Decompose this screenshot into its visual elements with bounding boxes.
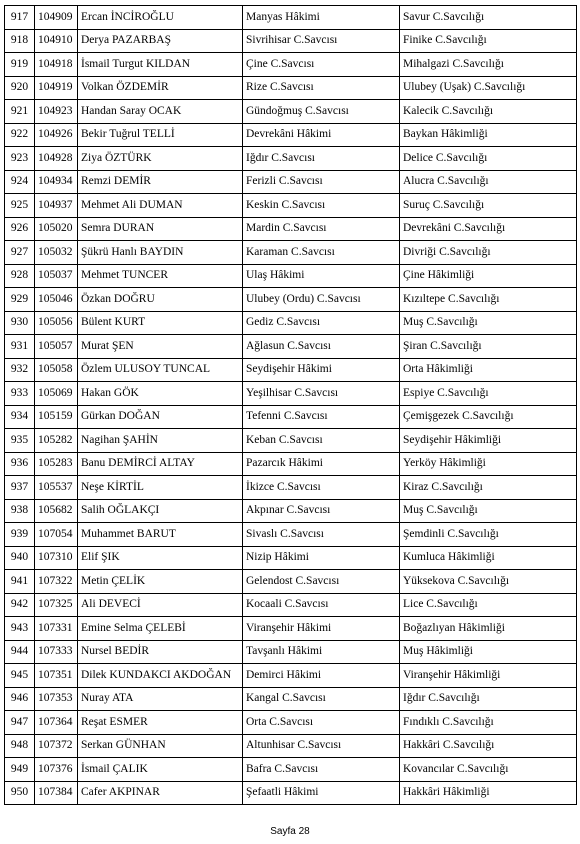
person-name-cell: Remzi DEMİR xyxy=(78,170,243,194)
person-name-cell: Hakan GÖK xyxy=(78,382,243,406)
new-post-cell: Yerköy Hâkimliği xyxy=(400,452,577,476)
current-post-cell: Sivaslı C.Savcısı xyxy=(243,523,400,547)
current-post-cell: Rize C.Savcısı xyxy=(243,76,400,100)
row-number-cell: 940 xyxy=(5,546,35,570)
table-row xyxy=(5,29,577,53)
table-body xyxy=(5,6,577,805)
sicil-number-cell: 107310 xyxy=(35,546,78,570)
current-post-cell: Gediz C.Savcısı xyxy=(243,311,400,335)
new-post-cell: Espiye C.Savcılığı xyxy=(400,382,577,406)
row-number-cell: 927 xyxy=(5,241,35,265)
sicil-number-cell: 104909 xyxy=(35,6,78,30)
row-number-cell: 945 xyxy=(5,664,35,688)
new-post-cell: Suruç C.Savcılığı xyxy=(400,194,577,218)
current-post-cell: Şefaatli Hâkimi xyxy=(243,781,400,805)
sicil-number-cell: 107351 xyxy=(35,664,78,688)
person-name-cell: Dilek KUNDAKCI AKDOĞAN xyxy=(78,664,243,688)
person-name-cell: Salih OĞLAKÇI xyxy=(78,499,243,523)
sicil-number-cell: 105046 xyxy=(35,288,78,312)
row-number-cell: 934 xyxy=(5,405,35,429)
person-name-cell: Ercan İNCİROĞLU xyxy=(78,6,243,30)
row-number-cell: 926 xyxy=(5,217,35,241)
table-row xyxy=(5,311,577,335)
page-footer xyxy=(0,826,580,837)
person-name-cell: Şükrü Hanlı BAYDIN xyxy=(78,241,243,265)
new-post-cell: Hakkâri Hâkimliği xyxy=(400,781,577,805)
new-post-cell: Devrekâni C.Savcılığı xyxy=(400,217,577,241)
current-post-cell: Gelendost C.Savcısı xyxy=(243,570,400,594)
row-number-cell: 923 xyxy=(5,147,35,171)
current-post-cell: Keban C.Savcısı xyxy=(243,429,400,453)
table-row xyxy=(5,100,577,124)
table-row xyxy=(5,429,577,453)
current-post-cell: Demirci Hâkimi xyxy=(243,664,400,688)
current-post-cell: İkizce C.Savcısı xyxy=(243,476,400,500)
sicil-number-cell: 105282 xyxy=(35,429,78,453)
new-post-cell: Kızıltepe C.Savcılığı xyxy=(400,288,577,312)
row-number-cell: 950 xyxy=(5,781,35,805)
person-name-cell: Nursel BEDİR xyxy=(78,640,243,664)
sicil-number-cell: 104928 xyxy=(35,147,78,171)
person-name-cell: Bülent KURT xyxy=(78,311,243,335)
table-row xyxy=(5,123,577,147)
row-number-cell: 943 xyxy=(5,617,35,641)
row-number-cell: 947 xyxy=(5,711,35,735)
current-post-cell: Ulaş Hâkimi xyxy=(243,264,400,288)
sicil-number-cell: 104919 xyxy=(35,76,78,100)
new-post-cell: Baykan Hâkimliği xyxy=(400,123,577,147)
person-name-cell: Mehmet Ali DUMAN xyxy=(78,194,243,218)
table-row xyxy=(5,170,577,194)
row-number-cell: 921 xyxy=(5,100,35,124)
new-post-cell: Lice C.Savcılığı xyxy=(400,593,577,617)
new-post-cell: Boğazlıyan Hâkimliği xyxy=(400,617,577,641)
new-post-cell: Ulubey (Uşak) C.Savcılığı xyxy=(400,76,577,100)
row-number-cell: 941 xyxy=(5,570,35,594)
row-number-cell: 936 xyxy=(5,452,35,476)
table-row xyxy=(5,523,577,547)
sicil-number-cell: 104926 xyxy=(35,123,78,147)
new-post-cell: Seydişehir Hâkimliği xyxy=(400,429,577,453)
new-post-cell: Hakkâri C.Savcılığı xyxy=(400,734,577,758)
table-row xyxy=(5,335,577,359)
row-number-cell: 925 xyxy=(5,194,35,218)
sicil-number-cell: 105283 xyxy=(35,452,78,476)
person-name-cell: Özlem ULUSOY TUNCAL xyxy=(78,358,243,382)
new-post-cell: Muş Hâkimliği xyxy=(400,640,577,664)
sicil-number-cell: 104910 xyxy=(35,29,78,53)
sicil-number-cell: 107353 xyxy=(35,687,78,711)
appointments-table xyxy=(4,5,577,805)
current-post-cell: Akpınar C.Savcısı xyxy=(243,499,400,523)
new-post-cell: Çemişgezek C.Savcılığı xyxy=(400,405,577,429)
new-post-cell: Yüksekova C.Savcılığı xyxy=(400,570,577,594)
table-row xyxy=(5,264,577,288)
new-post-cell: Kumluca Hâkimliği xyxy=(400,546,577,570)
person-name-cell: Özkan DOĞRU xyxy=(78,288,243,312)
person-name-cell: Nuray ATA xyxy=(78,687,243,711)
row-number-cell: 933 xyxy=(5,382,35,406)
new-post-cell: Alucra C.Savcılığı xyxy=(400,170,577,194)
current-post-cell: Ulubey (Ordu) C.Savcısı xyxy=(243,288,400,312)
person-name-cell: Semra DURAN xyxy=(78,217,243,241)
new-post-cell: Mihalgazi C.Savcılığı xyxy=(400,53,577,77)
current-post-cell: Devrekâni Hâkimi xyxy=(243,123,400,147)
new-post-cell: Muş C.Savcılığı xyxy=(400,499,577,523)
current-post-cell: Altunhisar C.Savcısı xyxy=(243,734,400,758)
person-name-cell: Reşat ESMER xyxy=(78,711,243,735)
row-number-cell: 938 xyxy=(5,499,35,523)
table-row xyxy=(5,476,577,500)
new-post-cell: Finike C.Savcılığı xyxy=(400,29,577,53)
row-number-cell: 939 xyxy=(5,523,35,547)
row-number-cell: 929 xyxy=(5,288,35,312)
new-post-cell: Delice C.Savcılığı xyxy=(400,147,577,171)
row-number-cell: 937 xyxy=(5,476,35,500)
current-post-cell: Seydişehir Hâkimi xyxy=(243,358,400,382)
new-post-cell: Kovancılar C.Savcılığı xyxy=(400,758,577,782)
row-number-cell: 949 xyxy=(5,758,35,782)
person-name-cell: Metin ÇELİK xyxy=(78,570,243,594)
sicil-number-cell: 107372 xyxy=(35,734,78,758)
person-name-cell: Emine Selma ÇELEBİ xyxy=(78,617,243,641)
current-post-cell: Nizip Hâkimi xyxy=(243,546,400,570)
table-row xyxy=(5,617,577,641)
current-post-cell: Keskin C.Savcısı xyxy=(243,194,400,218)
row-number-cell: 918 xyxy=(5,29,35,53)
sicil-number-cell: 105020 xyxy=(35,217,78,241)
sicil-number-cell: 107333 xyxy=(35,640,78,664)
sicil-number-cell: 107384 xyxy=(35,781,78,805)
sicil-number-cell: 107331 xyxy=(35,617,78,641)
new-post-cell: Fındıklı C.Savcılığı xyxy=(400,711,577,735)
new-post-cell: Orta Hâkimliği xyxy=(400,358,577,382)
table-row xyxy=(5,640,577,664)
new-post-cell: Divriği C.Savcılığı xyxy=(400,241,577,265)
table-row xyxy=(5,53,577,77)
new-post-cell: Kiraz C.Savcılığı xyxy=(400,476,577,500)
person-name-cell: Gürkan DOĞAN xyxy=(78,405,243,429)
person-name-cell: Murat ŞEN xyxy=(78,335,243,359)
table-row xyxy=(5,546,577,570)
current-post-cell: Kangal C.Savcısı xyxy=(243,687,400,711)
sicil-number-cell: 105057 xyxy=(35,335,78,359)
table-row xyxy=(5,734,577,758)
current-post-cell: Orta C.Savcısı xyxy=(243,711,400,735)
sicil-number-cell: 107364 xyxy=(35,711,78,735)
table-row xyxy=(5,194,577,218)
table-row xyxy=(5,711,577,735)
sicil-number-cell: 105537 xyxy=(35,476,78,500)
person-name-cell: Banu DEMİRCİ ALTAY xyxy=(78,452,243,476)
new-post-cell: Şiran C.Savcılığı xyxy=(400,335,577,359)
current-post-cell: Viranşehir Hâkimi xyxy=(243,617,400,641)
row-number-cell: 919 xyxy=(5,53,35,77)
row-number-cell: 930 xyxy=(5,311,35,335)
sicil-number-cell: 107325 xyxy=(35,593,78,617)
row-number-cell: 928 xyxy=(5,264,35,288)
table-row xyxy=(5,593,577,617)
person-name-cell: Handan Saray OCAK xyxy=(78,100,243,124)
current-post-cell: Manyas Hâkimi xyxy=(243,6,400,30)
table-row xyxy=(5,241,577,265)
person-name-cell: Derya PAZARBAŞ xyxy=(78,29,243,53)
sicil-number-cell: 107054 xyxy=(35,523,78,547)
sicil-number-cell: 105159 xyxy=(35,405,78,429)
person-name-cell: Ziya ÖZTÜRK xyxy=(78,147,243,171)
table-row xyxy=(5,758,577,782)
table-row xyxy=(5,147,577,171)
new-post-cell: Savur C.Savcılığı xyxy=(400,6,577,30)
table-row xyxy=(5,358,577,382)
sicil-number-cell: 105069 xyxy=(35,382,78,406)
person-name-cell: Nagihan ŞAHİN xyxy=(78,429,243,453)
row-number-cell: 924 xyxy=(5,170,35,194)
current-post-cell: Sivrihisar C.Savcısı xyxy=(243,29,400,53)
row-number-cell: 922 xyxy=(5,123,35,147)
sicil-number-cell: 104918 xyxy=(35,53,78,77)
table-row xyxy=(5,570,577,594)
new-post-cell: Çine Hâkimliği xyxy=(400,264,577,288)
person-name-cell: Bekir Tuğrul TELLİ xyxy=(78,123,243,147)
sicil-number-cell: 104923 xyxy=(35,100,78,124)
person-name-cell: Mehmet TUNCER xyxy=(78,264,243,288)
table-row xyxy=(5,405,577,429)
table-row xyxy=(5,217,577,241)
person-name-cell: Ali DEVECİ xyxy=(78,593,243,617)
sicil-number-cell: 105032 xyxy=(35,241,78,265)
person-name-cell: Serkan GÜNHAN xyxy=(78,734,243,758)
new-post-cell: Şemdinli C.Savcılığı xyxy=(400,523,577,547)
table-row xyxy=(5,499,577,523)
person-name-cell: Muhammet BARUT xyxy=(78,523,243,547)
sicil-number-cell: 105058 xyxy=(35,358,78,382)
new-post-cell: Viranşehir Hâkimliği xyxy=(400,664,577,688)
sicil-number-cell: 107322 xyxy=(35,570,78,594)
current-post-cell: Gündoğmuş C.Savcısı xyxy=(243,100,400,124)
current-post-cell: Karaman C.Savcısı xyxy=(243,241,400,265)
current-post-cell: Ağlasun C.Savcısı xyxy=(243,335,400,359)
table-row xyxy=(5,452,577,476)
person-name-cell: İsmail ÇALIK xyxy=(78,758,243,782)
sicil-number-cell: 107376 xyxy=(35,758,78,782)
row-number-cell: 920 xyxy=(5,76,35,100)
current-post-cell: Çine C.Savcısı xyxy=(243,53,400,77)
page-number: Sayfa 28 xyxy=(270,826,310,837)
current-post-cell: Iğdır C.Savcısı xyxy=(243,147,400,171)
sicil-number-cell: 105037 xyxy=(35,264,78,288)
new-post-cell: Kalecik C.Savcılığı xyxy=(400,100,577,124)
row-number-cell: 944 xyxy=(5,640,35,664)
sicil-number-cell: 105056 xyxy=(35,311,78,335)
current-post-cell: Tefenni C.Savcısı xyxy=(243,405,400,429)
table-row xyxy=(5,781,577,805)
new-post-cell: Muş C.Savcılığı xyxy=(400,311,577,335)
person-name-cell: Neşe KİRTİL xyxy=(78,476,243,500)
row-number-cell: 946 xyxy=(5,687,35,711)
person-name-cell: Cafer AKPINAR xyxy=(78,781,243,805)
table-row xyxy=(5,382,577,406)
current-post-cell: Tavşanlı Hâkimi xyxy=(243,640,400,664)
sicil-number-cell: 104937 xyxy=(35,194,78,218)
row-number-cell: 942 xyxy=(5,593,35,617)
table-row xyxy=(5,687,577,711)
row-number-cell: 931 xyxy=(5,335,35,359)
current-post-cell: Yeşilhisar C.Savcısı xyxy=(243,382,400,406)
table-row xyxy=(5,6,577,30)
current-post-cell: Pazarcık Hâkimi xyxy=(243,452,400,476)
person-name-cell: İsmail Turgut KILDAN xyxy=(78,53,243,77)
person-name-cell: Elif ŞIK xyxy=(78,546,243,570)
sicil-number-cell: 104934 xyxy=(35,170,78,194)
row-number-cell: 932 xyxy=(5,358,35,382)
table-row xyxy=(5,288,577,312)
current-post-cell: Mardin C.Savcısı xyxy=(243,217,400,241)
current-post-cell: Ferizli C.Savcısı xyxy=(243,170,400,194)
row-number-cell: 935 xyxy=(5,429,35,453)
current-post-cell: Bafra C.Savcısı xyxy=(243,758,400,782)
current-post-cell: Kocaali C.Savcısı xyxy=(243,593,400,617)
sicil-number-cell: 105682 xyxy=(35,499,78,523)
row-number-cell: 917 xyxy=(5,6,35,30)
new-post-cell: Iğdır C.Savcılığı xyxy=(400,687,577,711)
table-row xyxy=(5,76,577,100)
person-name-cell: Volkan ÖZDEMİR xyxy=(78,76,243,100)
table-row xyxy=(5,664,577,688)
row-number-cell: 948 xyxy=(5,734,35,758)
